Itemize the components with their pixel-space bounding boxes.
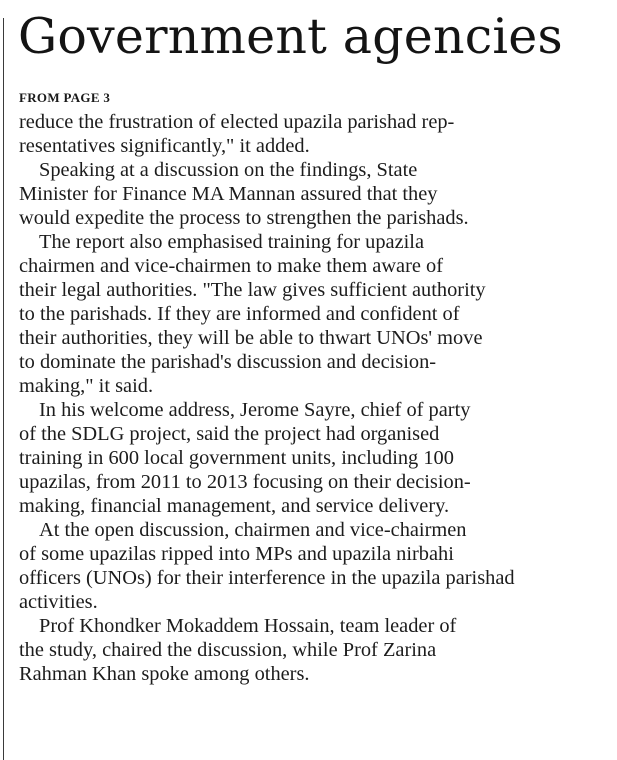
paragraph-4: In his welcome address, Jerome Sayre, chief of party of the SDLG project, said the project had organised training in 600 local government units, including 100 upazilas, from 2011 to 2013 focusing on their decision- making, financial management, and service delivery. — [19, 399, 471, 517]
column-rule — [3, 18, 4, 760]
paragraph-6: Prof Khondker Mokaddem Hossain, team leader of the study, chaired the discussion, while Prof Zarina Rahman Khan spoke among others. — [19, 615, 457, 685]
paragraph-3: The report also emphasised training for upazila chairmen and vice-chairmen to make them aware of their legal authorities. "The law gives sufficient authority to the parishads. If they are informed and confident of their authorities, they will be able to thwart UNOs' move to dominate the parishad's discussion and decision- making," it said. — [19, 231, 486, 397]
headline: Government agencies — [18, 8, 563, 65]
jump-label: FROM PAGE 3 — [19, 90, 111, 105]
paragraph-1: reduce the frustration of elected upazila parishad rep- resentatives significantly," it added. — [19, 111, 455, 157]
paragraph-5: At the open discussion, chairmen and vice-chairmen of some upazilas ripped into MPs and upazila nirbahi officers (UNOs) for their interference in the upazila parishad activities. — [19, 519, 515, 613]
article-body — [19, 110, 609, 686]
paragraph-2: Speaking at a discussion on the findings, State Minister for Finance MA Mannan assured that they would expedite the process to strengthen the parishads. — [19, 159, 469, 229]
